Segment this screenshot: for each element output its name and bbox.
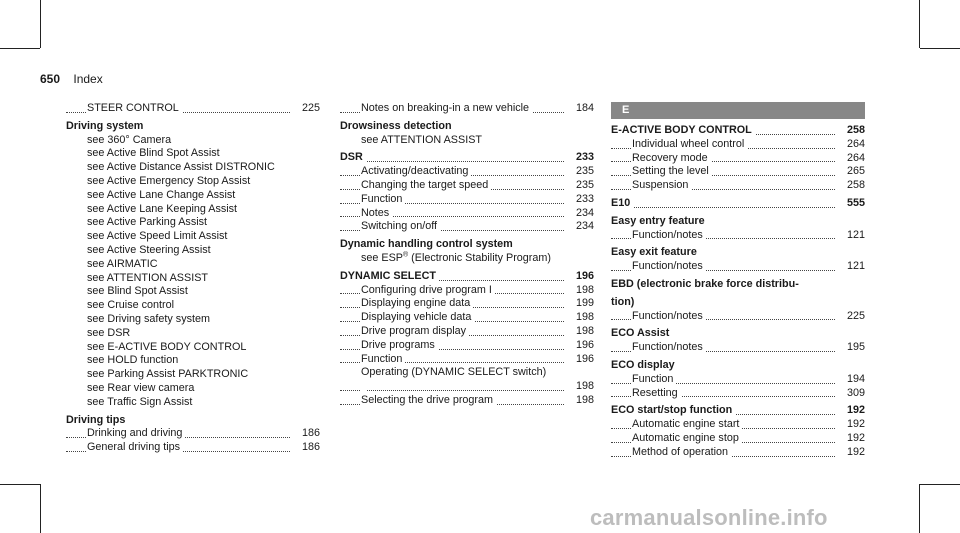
index-entry-text: Notes: [361, 207, 392, 219]
index-entry-text: Operating (DYNAMIC SELECT switch): [361, 366, 547, 379]
watermark: carmanualsonline.info: [590, 505, 828, 530]
index-entry: [66, 189, 320, 203]
index-column-2: [340, 102, 594, 408]
index-entry: [66, 175, 320, 189]
page-reference: 309: [844, 387, 865, 401]
page-reference: 192: [844, 446, 865, 460]
index-entry: [340, 207, 594, 221]
index-entry-text: see Blind Spot Assist: [87, 285, 188, 298]
page-reference: 234: [573, 207, 594, 221]
index-entry: [611, 341, 865, 355]
index-entry: [66, 258, 320, 272]
page-reference: 196: [573, 270, 594, 284]
index-entry: [611, 229, 865, 243]
index-entry-text: Displaying vehicle data: [361, 311, 474, 323]
index-entry-text: STEER CONTROL: [87, 102, 182, 114]
index-heading: [611, 197, 865, 211]
index-entry: [340, 165, 594, 179]
page-header: [40, 72, 103, 86]
index-entry-text: see 360° Camera: [87, 133, 172, 146]
index-entry-text: Drinking and driving: [87, 427, 185, 439]
index-entry: [66, 203, 320, 217]
index-entry: [66, 368, 320, 382]
index-entry-text: Setting the level: [632, 165, 712, 177]
index-entry-text: see ATTENTION ASSIST: [87, 271, 208, 284]
page-reference: 196: [573, 353, 594, 367]
index-entry-text: Resetting: [632, 387, 681, 399]
crop-mark: [40, 484, 41, 533]
index-entry: [611, 179, 865, 193]
page-reference: 192: [844, 404, 865, 418]
index-entry-text: Selecting the drive program: [361, 394, 496, 406]
index-entry: [66, 244, 320, 258]
index-entry: [66, 341, 320, 355]
index-entry: [66, 147, 320, 161]
index-entry-text: see Active Distance Assist DISTRONIC: [87, 161, 275, 174]
index-heading: [611, 327, 865, 341]
page-reference: 198: [573, 394, 594, 408]
page-reference: 199: [573, 297, 594, 311]
index-entry-text: see HOLD function: [87, 354, 179, 367]
index-entry-text: see Active Blind Spot Assist: [87, 147, 220, 160]
index-entry: [340, 380, 594, 394]
index-entry-text: [361, 380, 367, 392]
index-entry: [66, 272, 320, 286]
page-reference: 186: [299, 441, 320, 455]
index-entry-text: Activating/deactivating: [361, 165, 471, 177]
index-entry: [611, 432, 865, 446]
index-entry: [66, 441, 320, 455]
page-reference: 198: [573, 311, 594, 325]
index-entry: [611, 152, 865, 166]
index-entry: [611, 310, 865, 324]
page-reference: 258: [844, 124, 865, 138]
page-reference: 196: [573, 339, 594, 353]
page-reference: 192: [844, 432, 865, 446]
index-heading: [340, 270, 594, 284]
index-entry-text: E10: [611, 197, 633, 209]
index-entry-text: Individual wheel control: [632, 138, 747, 150]
page-reference: 235: [573, 165, 594, 179]
index-heading: [611, 278, 865, 292]
index-entry-text: see Cruise control: [87, 299, 175, 312]
index-entry: [340, 284, 594, 298]
index-entry: [66, 382, 320, 396]
index-entry-text: see Driving safety system: [87, 312, 211, 325]
index-entry: [66, 230, 320, 244]
index-heading: [340, 120, 594, 134]
page-reference: 198: [573, 380, 594, 394]
page-reference: 555: [844, 197, 865, 211]
index-entry: [340, 193, 594, 207]
index-entry: [66, 285, 320, 299]
index-entry-text: Drowsiness detection: [340, 119, 452, 132]
index-entry-text: Drive program display: [361, 325, 469, 337]
page-number: 650: [40, 72, 61, 86]
index-entry-text: see Active Steering Assist: [87, 243, 211, 256]
index-heading: [611, 124, 865, 138]
index-entry-text: see Active Parking Assist: [87, 216, 208, 229]
index-entry-text: see Active Lane Keeping Assist: [87, 202, 238, 215]
crop-mark: [920, 484, 960, 485]
index-entry-text: EBD (electronic brake force distribu-: [611, 277, 799, 290]
index-entry-text: Function/notes: [632, 310, 706, 322]
page-reference: 264: [844, 138, 865, 152]
index-entry-text: Function/notes: [632, 229, 706, 241]
index-entry-text: ECO Assist: [611, 327, 670, 340]
index-heading: [611, 246, 865, 260]
index-entry-text: Recovery mode: [632, 152, 711, 164]
index-entry: [340, 252, 594, 266]
page-reference: 184: [573, 102, 594, 116]
index-entry-text: DYNAMIC SELECT: [340, 270, 439, 282]
index-entry-text: Automatic engine stop: [632, 432, 742, 444]
index-entry: [611, 373, 865, 387]
index-entry-text: DSR: [340, 151, 366, 163]
index-entry: [66, 161, 320, 175]
page-reference: 264: [844, 152, 865, 166]
index-entry-text: Dynamic handling control system: [340, 238, 513, 251]
index-entry: [66, 396, 320, 410]
index-heading: [611, 215, 865, 229]
index-entry-text: Function: [361, 193, 405, 205]
index-entry-text: see Active Lane Change Assist: [87, 188, 236, 201]
index-entry: [611, 260, 865, 274]
crop-mark: [0, 484, 40, 485]
index-entry: [340, 179, 594, 193]
page-reference: 198: [573, 325, 594, 339]
index-entry: [611, 165, 865, 179]
index-entry-text: see DSR: [87, 326, 131, 339]
index-heading: [340, 238, 594, 252]
index-entry-text: see Active Speed Limit Assist: [87, 230, 228, 243]
page-title: Index: [73, 72, 103, 86]
page-reference: 235: [573, 179, 594, 193]
index-entry-text: see AIRMATIC: [87, 257, 158, 270]
crop-mark: [0, 48, 40, 49]
index-entry-text: see Traffic Sign Assist: [87, 395, 193, 408]
index-heading: [611, 296, 865, 310]
index-entry-text: see ESP® (Electronic Stability Program): [361, 251, 551, 264]
index-entry-text: Method of operation: [632, 446, 731, 458]
crop-mark: [919, 484, 920, 533]
index-entry-text: tion): [611, 295, 635, 308]
page-reference: 198: [573, 284, 594, 298]
index-entry-text: Configuring drive program I: [361, 284, 495, 296]
index-entry: [340, 297, 594, 311]
index-entry: [340, 366, 594, 380]
index-column-1: [66, 102, 320, 455]
page-reference: 258: [844, 179, 865, 193]
index-entry-text: ECO display: [611, 358, 675, 371]
index-entry-text: Changing the target speed: [361, 179, 491, 191]
crop-mark: [919, 0, 920, 48]
crop-mark: [920, 48, 960, 49]
index-entry-text: Easy entry feature: [611, 214, 705, 227]
page-reference: 195: [844, 341, 865, 355]
section-letter-header: E: [611, 102, 865, 119]
index-heading: [611, 359, 865, 373]
index-entry: [340, 220, 594, 234]
index-entry: [66, 427, 320, 441]
index-heading: [611, 404, 865, 418]
index-entry: [340, 394, 594, 408]
index-entry-text: Switching on/off: [361, 220, 440, 232]
page-reference: 194: [844, 373, 865, 387]
page-reference: 186: [299, 427, 320, 441]
index-heading: [340, 151, 594, 165]
index-entry-text: Driving system: [66, 119, 144, 132]
page-reference: 225: [299, 102, 320, 116]
index-entry-text: Function/notes: [632, 341, 706, 353]
index-entry-text: see Active Emergency Stop Assist: [87, 174, 251, 187]
index-entry-text: ECO start/stop function: [611, 404, 735, 416]
index-entry-text: Automatic engine start: [632, 418, 742, 430]
page-reference: 121: [844, 229, 865, 243]
index-entry: [66, 216, 320, 230]
index-entry-text: General driving tips: [87, 441, 183, 453]
index-entry: [66, 102, 320, 116]
index-entry-text: Function/notes: [632, 260, 706, 272]
index-entry-text: Notes on breaking-in a new vehicle: [361, 102, 532, 114]
index-entry: [340, 311, 594, 325]
index-entry: [66, 327, 320, 341]
index-entry: [611, 138, 865, 152]
index-entry-text: Driving tips: [66, 413, 126, 426]
index-entry-text: Drive programs: [361, 339, 438, 351]
crop-mark: [40, 0, 41, 48]
index-heading: [66, 120, 320, 134]
page-reference: 225: [844, 310, 865, 324]
index-entry-text: E-ACTIVE BODY CONTROL: [611, 124, 755, 136]
index-entry-text: Easy exit feature: [611, 246, 697, 259]
index-entry-text: see Parking Assist PARKTRONIC: [87, 368, 249, 381]
index-entry: [611, 446, 865, 460]
index-entry-text: Function: [361, 353, 405, 365]
page-reference: 192: [844, 418, 865, 432]
index-entry-text: Function: [632, 373, 676, 385]
index-entry: [66, 134, 320, 148]
index-entry-text: see ATTENTION ASSIST: [361, 133, 482, 146]
index-entry: [66, 299, 320, 313]
index-entry-text: Displaying engine data: [361, 297, 473, 309]
page-reference: 233: [573, 151, 594, 165]
index-entry: [66, 354, 320, 368]
page-reference: 233: [573, 193, 594, 207]
index-column-3: [611, 102, 865, 460]
index-heading: [66, 414, 320, 428]
index-entry: [611, 418, 865, 432]
index-entry: [66, 313, 320, 327]
page-reference: 121: [844, 260, 865, 274]
index-entry-text: Suspension: [632, 179, 691, 191]
index-entry-text: see Rear view camera: [87, 381, 195, 394]
index-entry: [340, 353, 594, 367]
page-reference: 234: [573, 220, 594, 234]
index-entry: [611, 387, 865, 401]
index-entry: [340, 134, 594, 148]
page-reference: 265: [844, 165, 865, 179]
index-entry-text: see E-ACTIVE BODY CONTROL: [87, 340, 247, 353]
index-entry: [340, 325, 594, 339]
index-entry: [340, 339, 594, 353]
index-entry: [340, 102, 594, 116]
